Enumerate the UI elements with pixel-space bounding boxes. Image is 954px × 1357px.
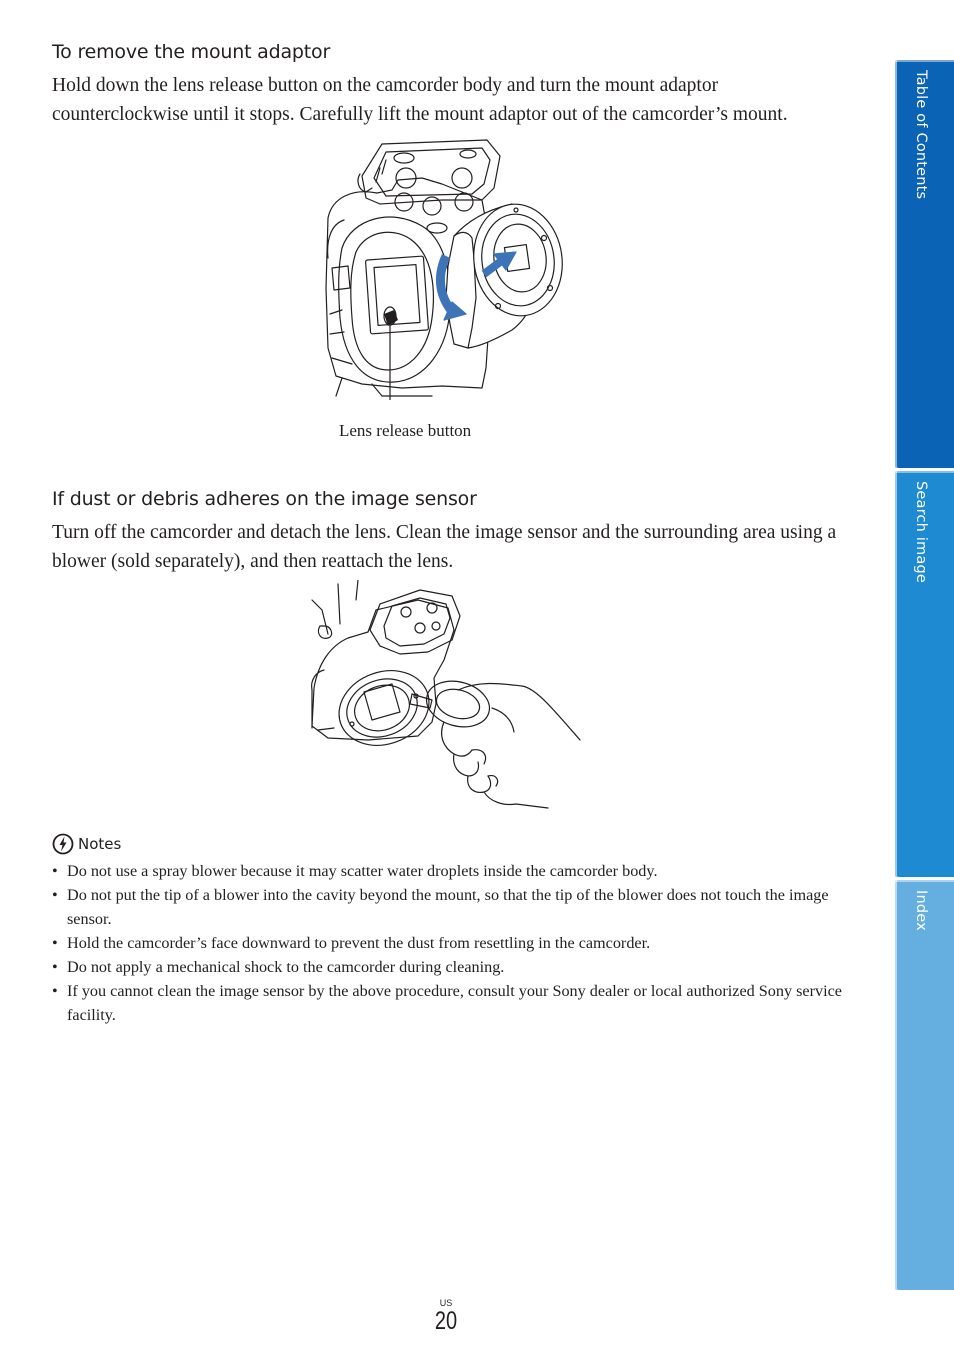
tab-table-of-contents[interactable]	[895, 60, 954, 468]
note-item: • Do not apply a mechanical shock to the camcorder during cleaning.	[52, 955, 852, 979]
page-region: US	[439, 1298, 453, 1308]
sensor-cleaning-illustration	[308, 580, 586, 816]
note-item: • Do not use a spray blower because it may scatter water droplets inside the camcorder body.	[52, 859, 852, 883]
notes-heading-label: Notes	[78, 835, 122, 853]
page-number-value: 20	[434, 1307, 458, 1335]
tab-table-of-contents-label: Table of Contents	[913, 70, 929, 200]
note-item: • If you cannot clean the image sensor by the above procedure, consult your Sony dealer or local authorized Sony service facility.	[52, 979, 852, 1027]
lens-release-button-caption: Lens release button	[339, 421, 472, 440]
mount-adaptor-removal-illustration	[322, 138, 572, 400]
section-body-remove-mount-adaptor: Hold down the lens release button on the camcorder body and turn the mount adaptor counterclockwise until it stops. Carefully lift the mount adaptor out of the camcorder’s mount.	[52, 75, 788, 125]
tab-search-image[interactable]	[895, 471, 954, 877]
notes-warning-icon	[52, 833, 74, 855]
section-heading-dust-on-sensor: If dust or debris adheres on the image sensor	[52, 488, 477, 510]
side-navigation-tabs	[895, 60, 954, 1290]
section-heading-remove-mount-adaptor: To remove the mount adaptor	[52, 41, 331, 63]
tab-index-label: Index	[913, 890, 929, 931]
note-item: • Hold the camcorder’s face downward to prevent the dust from resettling in the camcorder.	[52, 931, 852, 955]
section-body-dust-on-sensor: Turn off the camcorder and detach the lens. Clean the image sensor and the surrounding area using a blower (sold separately), and then reattach the lens.	[52, 522, 837, 572]
notes-list	[52, 859, 852, 1027]
tab-index[interactable]	[895, 880, 954, 1290]
note-item: • Do not put the tip of a blower into the cavity beyond the mount, so that the tip of the blower does not touch the image sensor.	[52, 883, 852, 931]
tab-search-image-label: Search image	[913, 481, 929, 583]
notes-heading	[52, 833, 121, 855]
page-number	[420, 1298, 472, 1334]
